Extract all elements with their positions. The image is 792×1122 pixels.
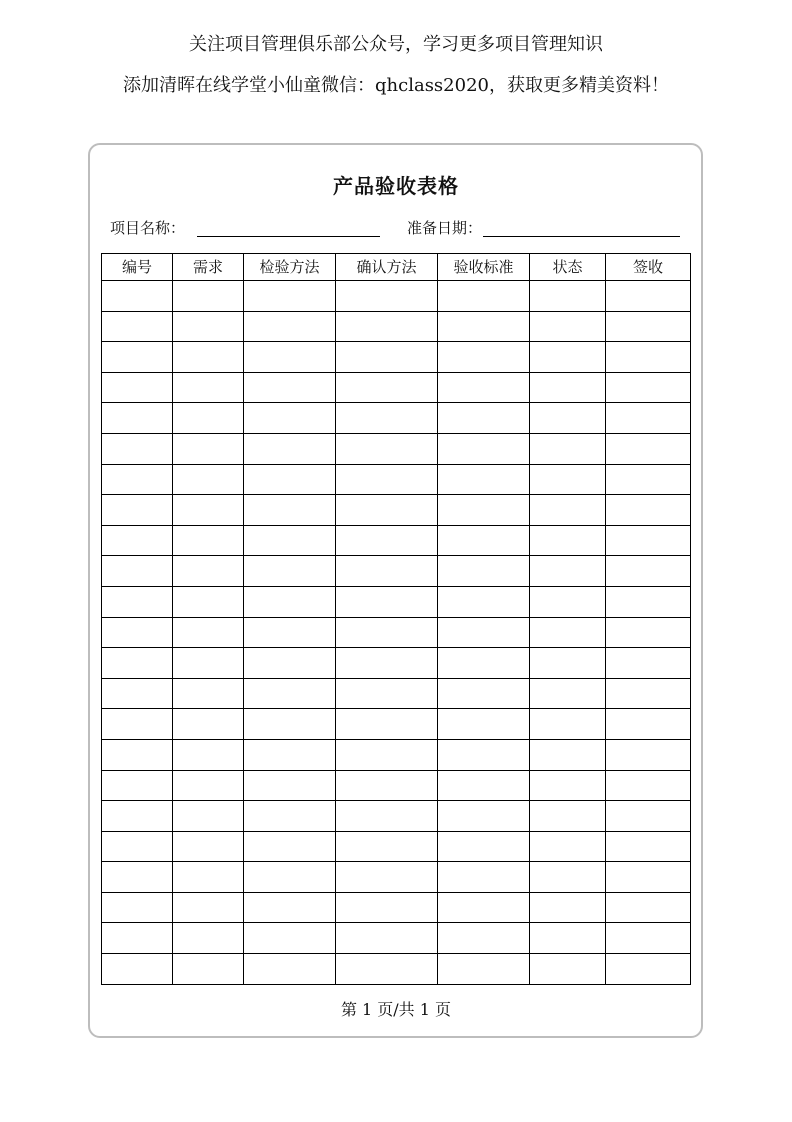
- table-cell[interactable]: [336, 709, 438, 740]
- table-cell[interactable]: [336, 556, 438, 587]
- table-cell[interactable]: [530, 954, 606, 985]
- table-cell[interactable]: [102, 709, 173, 740]
- table-header-row: [102, 254, 691, 281]
- table-cell[interactable]: [530, 525, 606, 556]
- page-number: 第 1 页/共 1 页: [340, 1000, 452, 1019]
- table-cell[interactable]: [336, 281, 438, 312]
- table-row: [102, 862, 691, 893]
- promo-line-1: 关注项目管理俱乐部公众号，学习更多项目管理知识: [189, 34, 603, 55]
- table-cell[interactable]: [102, 525, 173, 556]
- table-cell[interactable]: [244, 586, 336, 617]
- table-cell[interactable]: [244, 342, 336, 373]
- table-cell[interactable]: [102, 801, 173, 832]
- table-cell[interactable]: [173, 801, 244, 832]
- table-row: [102, 831, 691, 862]
- table-row: [102, 892, 691, 923]
- table-cell[interactable]: [173, 739, 244, 770]
- table-cell[interactable]: [438, 739, 530, 770]
- table-cell[interactable]: [336, 617, 438, 648]
- table-cell[interactable]: [244, 739, 336, 770]
- table-cell[interactable]: [102, 464, 173, 495]
- table-cell[interactable]: [173, 525, 244, 556]
- table-cell[interactable]: [606, 923, 691, 954]
- column-header-requirement: 需求: [173, 254, 244, 281]
- table-cell[interactable]: [102, 678, 173, 709]
- table-cell[interactable]: [173, 617, 244, 648]
- table-cell[interactable]: [244, 892, 336, 923]
- table-cell[interactable]: [438, 678, 530, 709]
- table-cell[interactable]: [336, 739, 438, 770]
- table-cell[interactable]: [244, 556, 336, 587]
- table-cell[interactable]: [438, 923, 530, 954]
- table-cell[interactable]: [336, 586, 438, 617]
- project-name-label: 项目名称：: [110, 219, 186, 237]
- column-header-status: 状态: [530, 254, 606, 281]
- table-cell[interactable]: [530, 739, 606, 770]
- table-cell[interactable]: [336, 954, 438, 985]
- table-cell[interactable]: [530, 801, 606, 832]
- table-cell[interactable]: [606, 433, 691, 464]
- table-cell[interactable]: [606, 342, 691, 373]
- table-body: [102, 281, 691, 985]
- table-cell[interactable]: [336, 892, 438, 923]
- table-cell[interactable]: [173, 372, 244, 403]
- table-cell[interactable]: [438, 403, 530, 434]
- table-cell[interactable]: [530, 923, 606, 954]
- table-cell[interactable]: [173, 648, 244, 679]
- table-cell[interactable]: [606, 770, 691, 801]
- column-header-inspection-method: 检验方法: [244, 254, 336, 281]
- table-cell[interactable]: [173, 464, 244, 495]
- table-cell[interactable]: [173, 709, 244, 740]
- table-cell[interactable]: [438, 617, 530, 648]
- table-cell[interactable]: [438, 954, 530, 985]
- table-cell[interactable]: [336, 464, 438, 495]
- table-cell[interactable]: [102, 586, 173, 617]
- acceptance-table: [101, 253, 691, 985]
- table-cell[interactable]: [173, 954, 244, 985]
- table-row: [102, 342, 691, 373]
- table-cell[interactable]: [244, 954, 336, 985]
- form-title: 产品验收表格: [333, 174, 459, 198]
- table-cell[interactable]: [102, 862, 173, 893]
- table-cell[interactable]: [530, 556, 606, 587]
- table-cell[interactable]: [336, 342, 438, 373]
- table-cell[interactable]: [438, 709, 530, 740]
- table-cell[interactable]: [606, 495, 691, 526]
- table-row: [102, 586, 691, 617]
- table-cell[interactable]: [438, 586, 530, 617]
- table-cell[interactable]: [244, 495, 336, 526]
- table-cell[interactable]: [606, 648, 691, 679]
- table-cell[interactable]: [336, 678, 438, 709]
- table-cell[interactable]: [530, 403, 606, 434]
- table-cell[interactable]: [102, 923, 173, 954]
- table-cell[interactable]: [606, 801, 691, 832]
- table-cell[interactable]: [530, 770, 606, 801]
- table-row: [102, 403, 691, 434]
- table-cell[interactable]: [336, 495, 438, 526]
- table-cell[interactable]: [530, 311, 606, 342]
- table-cell[interactable]: [530, 281, 606, 312]
- table-cell[interactable]: [336, 372, 438, 403]
- table-cell[interactable]: [530, 862, 606, 893]
- table-cell[interactable]: [438, 342, 530, 373]
- table-cell[interactable]: [173, 311, 244, 342]
- table-cell[interactable]: [438, 281, 530, 312]
- table-cell[interactable]: [606, 311, 691, 342]
- table-cell[interactable]: [336, 403, 438, 434]
- table-cell[interactable]: [244, 678, 336, 709]
- table-cell[interactable]: [244, 464, 336, 495]
- table-cell[interactable]: [173, 831, 244, 862]
- table-cell[interactable]: [336, 831, 438, 862]
- table-cell[interactable]: [244, 311, 336, 342]
- table-cell[interactable]: [244, 709, 336, 740]
- table-cell[interactable]: [173, 556, 244, 587]
- table-cell[interactable]: [530, 709, 606, 740]
- table-cell[interactable]: [336, 923, 438, 954]
- table-cell[interactable]: [438, 801, 530, 832]
- table-cell[interactable]: [102, 372, 173, 403]
- table-cell[interactable]: [606, 556, 691, 587]
- column-header-acceptance-criteria: 验收标准: [438, 254, 530, 281]
- table-cell[interactable]: [102, 342, 173, 373]
- table-cell[interactable]: [530, 831, 606, 862]
- table-cell[interactable]: [244, 770, 336, 801]
- table-cell[interactable]: [530, 342, 606, 373]
- table-cell[interactable]: [438, 862, 530, 893]
- table-cell[interactable]: [606, 281, 691, 312]
- table-cell[interactable]: [530, 892, 606, 923]
- table-cell[interactable]: [530, 586, 606, 617]
- table-cell[interactable]: [336, 433, 438, 464]
- prep-date-field[interactable]: [483, 236, 680, 237]
- table-cell[interactable]: [102, 617, 173, 648]
- column-header-confirmation-method: 确认方法: [336, 254, 438, 281]
- column-header-sign-off: 签收: [606, 254, 691, 281]
- table-cell[interactable]: [438, 770, 530, 801]
- table-cell[interactable]: [173, 678, 244, 709]
- table-cell[interactable]: [530, 372, 606, 403]
- table-row: [102, 372, 691, 403]
- table-cell[interactable]: [530, 464, 606, 495]
- table-row: [102, 801, 691, 832]
- table-cell[interactable]: [438, 311, 530, 342]
- table-row: [102, 281, 691, 312]
- table-cell[interactable]: [102, 311, 173, 342]
- table-cell[interactable]: [173, 433, 244, 464]
- table-cell[interactable]: [530, 495, 606, 526]
- table-cell[interactable]: [530, 678, 606, 709]
- table-cell[interactable]: [244, 923, 336, 954]
- table-cell[interactable]: [438, 464, 530, 495]
- table-row: [102, 954, 691, 985]
- table-cell[interactable]: [102, 281, 173, 312]
- table-cell[interactable]: [606, 709, 691, 740]
- table-cell[interactable]: [530, 433, 606, 464]
- table-cell[interactable]: [244, 862, 336, 893]
- table-cell[interactable]: [438, 372, 530, 403]
- promo-line-2: 添加清晖在线学堂小仙童微信：qhclass2020，获取更多精美资料！: [123, 75, 669, 96]
- table-cell[interactable]: [102, 648, 173, 679]
- table-cell[interactable]: [102, 954, 173, 985]
- table-row: [102, 311, 691, 342]
- table-cell[interactable]: [173, 281, 244, 312]
- table-cell[interactable]: [336, 862, 438, 893]
- table-row: [102, 739, 691, 770]
- table-cell[interactable]: [438, 525, 530, 556]
- table-cell[interactable]: [530, 617, 606, 648]
- table-cell[interactable]: [606, 739, 691, 770]
- table-cell[interactable]: [102, 892, 173, 923]
- table-cell[interactable]: [606, 586, 691, 617]
- table-cell[interactable]: [173, 892, 244, 923]
- table-cell[interactable]: [336, 525, 438, 556]
- table-cell[interactable]: [102, 433, 173, 464]
- table-cell[interactable]: [438, 831, 530, 862]
- table-cell[interactable]: [606, 617, 691, 648]
- table-cell[interactable]: [102, 739, 173, 770]
- table-cell[interactable]: [438, 495, 530, 526]
- table-row: [102, 648, 691, 679]
- table-cell[interactable]: [102, 831, 173, 862]
- project-name-field[interactable]: [197, 236, 380, 237]
- table-cell[interactable]: [173, 862, 244, 893]
- table-cell[interactable]: [530, 648, 606, 679]
- table-cell[interactable]: [606, 525, 691, 556]
- table-cell[interactable]: [336, 648, 438, 679]
- table-cell[interactable]: [102, 556, 173, 587]
- table-row: [102, 556, 691, 587]
- table-cell[interactable]: [606, 954, 691, 985]
- table-cell[interactable]: [173, 403, 244, 434]
- table-cell[interactable]: [336, 801, 438, 832]
- table-cell[interactable]: [244, 372, 336, 403]
- table-row: [102, 678, 691, 709]
- table-row: [102, 709, 691, 740]
- table-cell[interactable]: [606, 464, 691, 495]
- table-row: [102, 617, 691, 648]
- table-cell[interactable]: [102, 495, 173, 526]
- table-cell[interactable]: [173, 770, 244, 801]
- table-cell[interactable]: [336, 311, 438, 342]
- table-cell[interactable]: [606, 831, 691, 862]
- prep-date-label: 准备日期：: [407, 219, 483, 237]
- table-cell[interactable]: [606, 678, 691, 709]
- table-cell[interactable]: [244, 403, 336, 434]
- table-cell[interactable]: [336, 770, 438, 801]
- table-cell[interactable]: [438, 433, 530, 464]
- table-cell[interactable]: [102, 770, 173, 801]
- table-cell[interactable]: [606, 403, 691, 434]
- table-cell[interactable]: [173, 923, 244, 954]
- table-row: [102, 433, 691, 464]
- table-cell[interactable]: [244, 525, 336, 556]
- table-cell[interactable]: [173, 586, 244, 617]
- table-cell[interactable]: [244, 433, 336, 464]
- table-cell[interactable]: [438, 648, 530, 679]
- table-row: [102, 923, 691, 954]
- table-row: [102, 770, 691, 801]
- column-header-number: 编号: [102, 254, 173, 281]
- table-cell[interactable]: [244, 801, 336, 832]
- table-cell[interactable]: [438, 556, 530, 587]
- table-row: [102, 525, 691, 556]
- table-cell[interactable]: [438, 892, 530, 923]
- table-row: [102, 495, 691, 526]
- table-cell[interactable]: [606, 862, 691, 893]
- table-cell[interactable]: [244, 831, 336, 862]
- table-cell[interactable]: [102, 403, 173, 434]
- table-cell[interactable]: [244, 648, 336, 679]
- table-row: [102, 464, 691, 495]
- table-cell[interactable]: [173, 342, 244, 373]
- table-cell[interactable]: [606, 892, 691, 923]
- table-cell[interactable]: [173, 495, 244, 526]
- table-cell[interactable]: [244, 281, 336, 312]
- table-cell[interactable]: [606, 372, 691, 403]
- table-cell[interactable]: [244, 617, 336, 648]
